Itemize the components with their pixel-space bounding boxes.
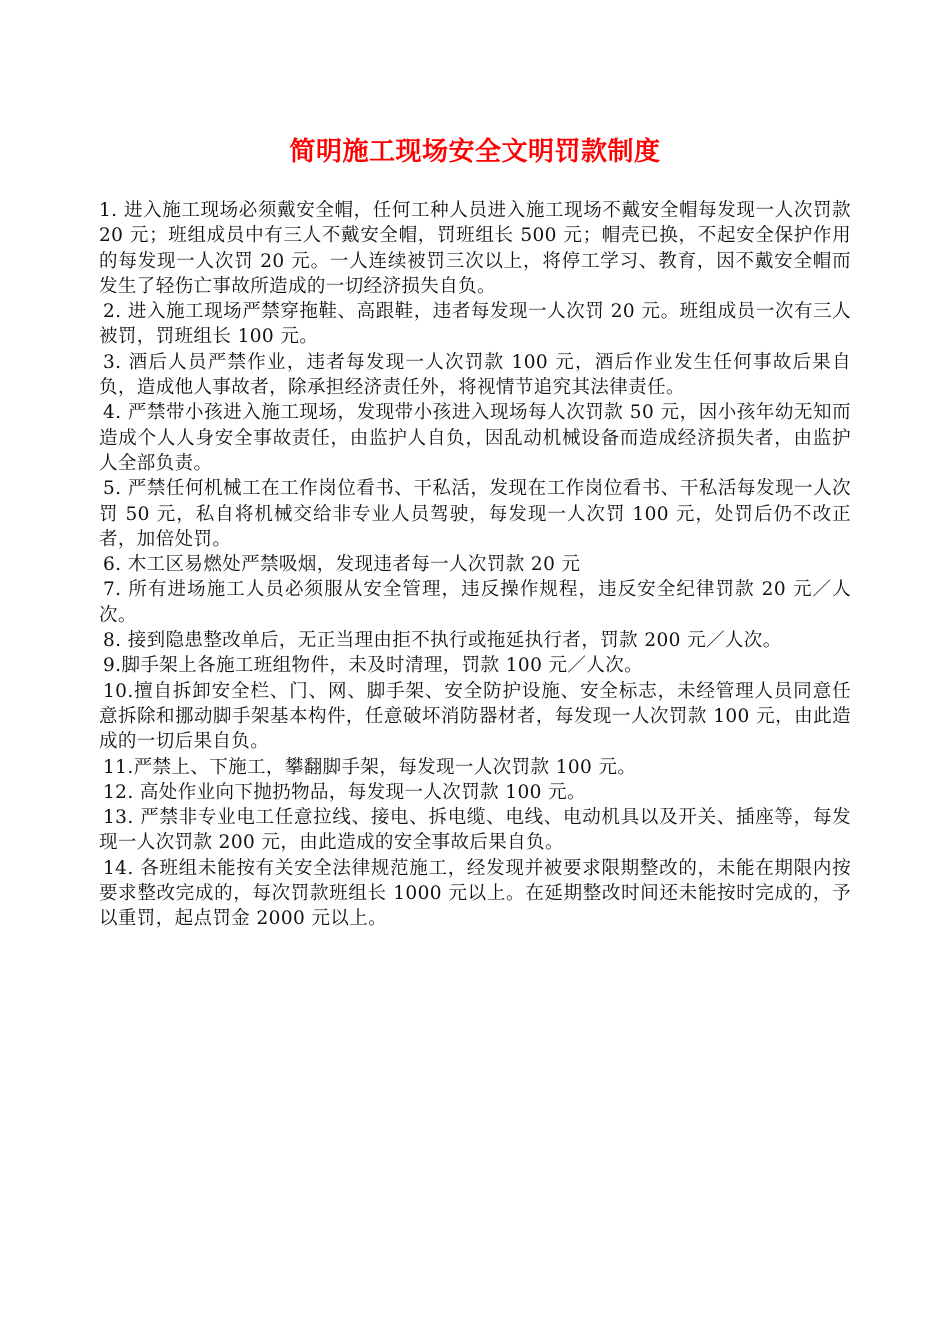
- regulation-item-14: 14. 各班组未能按有关安全法律规范施工，经发现并被要求限期整改的，未能在期限内按要求整改完成的，每次罚款班组长 1000 元以上。在延期整改时间还未能按时完成的，予以重罚，起点罚金 2000 元以上。: [99, 857, 851, 930]
- regulation-item-6: 6. 木工区易燃处严禁吸烟，发现违者每一人次罚款 20 元: [103, 554, 581, 576]
- regulation-item-4: 4. 严禁带小孩进入施工现场，发现带小孩进入现场每人次罚款 50 元，因小孩年幼无知而造成个人人身安全事故责任，由监护人自负，因乱动机械设备而造成经济损失者，由监护人全部负责。: [99, 402, 851, 474]
- regulation-item-1: 1. 进入施工现场必须戴安全帽，任何工种人员进入施工现场不戴安全帽每发现一人次罚款 20 元；班组成员中有三人不戴安全帽，罚班组长 500 元；帽壳已换，不起安全保护作用的每发现一人次罚 20 元。一人连续被罚三次以上，将停工学习、教育，因不戴安全帽而发生了轻伤亡事故所造成的一切经济损失自负。: [99, 200, 851, 297]
- regulation-item-9: 9.脚手架上各施工班组物件，未及时清理，罚款 100 元／人次。: [103, 655, 644, 677]
- regulation-item-5: 5. 严禁任何机械工在工作岗位看书、干私活，发现在工作岗位看书、干私活每发现一人次罚 50 元，私自将机械交给非专业人员驾驶，每发现一人次罚 100 元，处罚后仍不改正者，加倍处罚。: [99, 478, 851, 550]
- regulation-item-12: 12. 高处作业向下抛扔物品，每发现一人次罚款 100 元。: [103, 781, 586, 803]
- regulation-item-10: 10.擅自拆卸安全栏、门、网、脚手架、安全防护设施、安全标志，未经管理人员同意任意拆除和挪动脚手架基本构件，任意破坏消防器材者，每发现一人次罚款 100 元，由此造成的一切后果自负。: [99, 680, 851, 753]
- regulation-item-13: 13. 严禁非专业电工任意拉线、接电、拆电缆、电线、电动机具以及开关、插座等，每发现一人次罚款 200 元，由此造成的安全事故后果自负。: [99, 807, 851, 854]
- document-title: 简明施工现场安全文明罚款制度: [289, 137, 661, 167]
- regulation-item-3: 3. 酒后人员严禁作业，违者每发现一人次罚款 100 元，酒后作业发生任何事故后果自负，造成他人事故者，除承担经济责任外，将视情节追究其法律责任。: [99, 351, 851, 399]
- regulation-item-11: 11.严禁上、下施工，攀翻脚手架，每发现一人次罚款 100 元。: [103, 756, 637, 778]
- regulation-item-2: 2. 进入施工现场严禁穿拖鞋、高跟鞋，违者每发现一人次罚 20 元。班组成员一次有三人被罚，罚班组长 100 元。: [99, 301, 851, 348]
- regulation-list: [99, 198, 851, 932]
- regulation-item-8: 8. 接到隐患整改单后，无正当理由拒不执行或拖延执行者，罚款 200 元／人次。: [103, 630, 782, 652]
- regulation-item-7: 7. 所有进场施工人员必须服从安全管理，违反操作规程，违反安全纪律罚款 20 元／人次。: [99, 579, 851, 626]
